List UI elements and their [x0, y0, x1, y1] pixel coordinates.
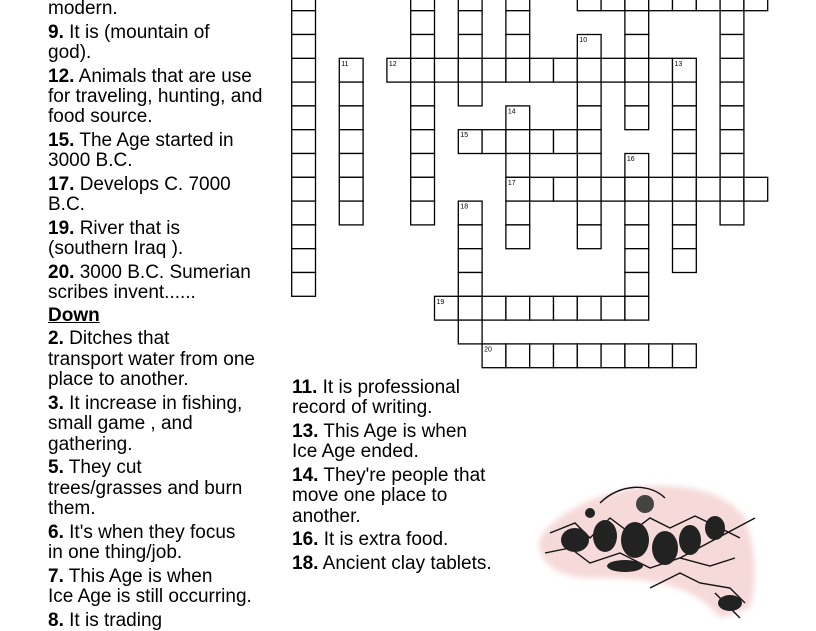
grid-cell[interactable]	[506, 344, 530, 368]
clue-item	[292, 554, 532, 574]
clue-text: It increase in fishing,	[69, 392, 243, 414]
clue-text: They cut	[68, 457, 142, 479]
grid-cell[interactable]	[625, 273, 649, 297]
grid-cell[interactable]	[744, 0, 768, 11]
grid-cell[interactable]	[625, 296, 649, 320]
grid-cell[interactable]	[625, 106, 649, 130]
clue-text: (southern Iraq ).	[48, 238, 184, 260]
clue-line	[48, 394, 288, 414]
grid-cell[interactable]	[292, 201, 316, 225]
grid-cell[interactable]	[577, 177, 601, 201]
clue-line	[292, 530, 532, 550]
clue-number: 8.	[48, 609, 64, 631]
clue-text: It is (mountain of	[69, 21, 210, 43]
clue-number: 2.	[48, 328, 64, 350]
grid-cell[interactable]	[339, 130, 363, 154]
clue-text: Ditches that	[69, 328, 170, 350]
clue-number: 7.	[48, 565, 64, 587]
clue-line	[292, 378, 532, 398]
grid-cell[interactable]	[744, 177, 768, 201]
clue-line	[292, 398, 532, 418]
grid-cell[interactable]	[292, 177, 316, 201]
grid-cell[interactable]	[554, 58, 578, 82]
grid-cell[interactable]	[554, 177, 578, 201]
grid-cell[interactable]	[577, 154, 601, 178]
grid-cell[interactable]	[554, 296, 578, 320]
grid-cell[interactable]	[577, 225, 601, 249]
grid-cell[interactable]	[411, 201, 435, 225]
clue-text: This Age is when	[323, 421, 467, 442]
clue-item	[292, 422, 532, 463]
grid-cell[interactable]	[673, 130, 697, 154]
grid-cell[interactable]	[506, 225, 530, 249]
clue-text: gathering.	[48, 433, 133, 455]
clue-text: Ice Age is still occurring.	[48, 586, 252, 608]
clue-item	[292, 530, 532, 550]
clue-item	[48, 523, 288, 564]
grid-cell[interactable]	[577, 58, 601, 82]
grid-cell[interactable]	[601, 296, 625, 320]
grid-cell[interactable]	[530, 177, 554, 201]
grid-cell[interactable]	[673, 0, 697, 11]
grid-cell[interactable]	[577, 82, 601, 106]
grid-cell[interactable]	[601, 58, 625, 82]
clue-line	[48, 523, 288, 543]
grid-cell[interactable]	[720, 106, 744, 130]
clue-text: Develops C. 7000	[79, 174, 231, 195]
clue-text: Ancient clay tablets.	[322, 553, 492, 574]
clue-number: 6.	[48, 521, 64, 543]
down-clues-right	[292, 378, 532, 574]
clue-line	[48, 458, 288, 478]
clue-line	[48, 479, 288, 499]
grid-cell[interactable]	[577, 296, 601, 320]
grid-cell[interactable]	[673, 154, 697, 178]
grid-cell[interactable]	[720, 130, 744, 154]
grid-cell[interactable]	[292, 130, 316, 154]
grid-cell[interactable]	[601, 0, 625, 11]
clue-number: 16.	[292, 529, 319, 551]
grid-cell[interactable]	[292, 58, 316, 82]
grid-cell[interactable]	[458, 0, 482, 11]
grid-cell[interactable]	[530, 130, 554, 154]
grid-cell[interactable]	[720, 35, 744, 59]
grid-cell[interactable]	[625, 344, 649, 368]
clue-number: 18.	[292, 553, 319, 574]
grid-cell[interactable]	[458, 249, 482, 273]
clue-line	[292, 466, 532, 486]
clue-text: It's when they focus	[69, 521, 236, 543]
grid-cell[interactable]	[625, 58, 649, 82]
grid-cell[interactable]	[506, 58, 530, 82]
grid-number: 14	[507, 108, 516, 116]
clue-text: They're people that	[323, 465, 486, 486]
grid-cell[interactable]	[625, 249, 649, 273]
grid-cell[interactable]	[339, 177, 363, 201]
grid-cell[interactable]	[506, 35, 530, 59]
clue-text: move one place to	[292, 485, 448, 507]
clue-number: 19.	[48, 218, 75, 239]
grid-cell[interactable]	[625, 201, 649, 225]
grid-cell[interactable]	[292, 106, 316, 130]
grid-cell[interactable]	[458, 296, 482, 320]
grid-number: 17	[507, 179, 516, 187]
grid-cell[interactable]	[601, 344, 625, 368]
clue-text: Ice Age ended.	[292, 441, 419, 463]
grid-cell[interactable]	[292, 154, 316, 178]
grid-cell[interactable]	[720, 11, 744, 35]
grid-cell[interactable]	[649, 177, 673, 201]
grid-cell[interactable]	[339, 106, 363, 130]
clue-line	[48, 611, 288, 631]
grid-cell[interactable]	[506, 201, 530, 225]
grid-cell[interactable]	[458, 35, 482, 59]
grid-cell[interactable]	[673, 225, 697, 249]
grid-cell[interactable]	[292, 82, 316, 106]
clue-number: 14.	[292, 465, 319, 486]
grid-cell[interactable]	[673, 249, 697, 273]
grid-cell[interactable]	[577, 201, 601, 225]
clue-line	[48, 587, 288, 607]
clue-text: them.	[48, 498, 96, 520]
grid-cell[interactable]	[649, 344, 673, 368]
clue-text: in one thing/job.	[48, 542, 183, 564]
grid-cell[interactable]	[506, 11, 530, 35]
clue-text: modern.	[48, 0, 118, 19]
clue-line	[292, 422, 532, 442]
grid-cell[interactable]	[292, 225, 316, 249]
clue-line	[48, 543, 288, 563]
grid-cell[interactable]	[601, 177, 625, 201]
clue-text: It is trading	[69, 609, 163, 631]
grid-cell[interactable]	[625, 35, 649, 59]
clue-text: The Age started in	[79, 130, 234, 151]
grid-cell[interactable]	[458, 82, 482, 106]
grid-number: 18	[460, 203, 469, 211]
clue-text: B.C.	[48, 194, 85, 216]
clue-text: scribes invent......	[48, 282, 196, 304]
clue-number: 12.	[48, 65, 75, 87]
clue-text: Animals that are use	[78, 65, 252, 87]
clue-item	[48, 567, 288, 608]
grid-cell[interactable]	[673, 201, 697, 225]
clue-text: food source.	[48, 106, 153, 128]
grid-cell[interactable]	[720, 154, 744, 178]
clue-number: 15.	[48, 130, 75, 151]
grid-cell[interactable]	[411, 154, 435, 178]
grid-number: 11	[341, 60, 349, 68]
clue-text: River that is	[79, 218, 181, 239]
grid-cell[interactable]	[292, 11, 316, 35]
clue-text: transport water from one	[48, 348, 255, 370]
clue-text: 3000 B.C. Sumerian	[79, 262, 251, 283]
grid-cell[interactable]	[482, 130, 506, 154]
clue-number: 3.	[48, 392, 64, 414]
grid-cell[interactable]	[482, 296, 506, 320]
clue-item	[48, 458, 288, 519]
clue-text: place to another.	[48, 369, 189, 391]
grid-cell[interactable]	[673, 177, 697, 201]
clue-line	[292, 486, 532, 506]
grid-cell[interactable]	[577, 0, 601, 11]
ancient-battle-illustration-icon	[530, 478, 770, 620]
grid-cell[interactable]	[696, 0, 720, 11]
grid-cell[interactable]	[411, 177, 435, 201]
grid-cell[interactable]	[411, 11, 435, 35]
clue-line	[292, 442, 532, 462]
clue-text: god).	[48, 42, 92, 63]
grid-cell[interactable]	[458, 225, 482, 249]
grid-cell[interactable]	[530, 296, 554, 320]
grid-number: 19	[436, 298, 445, 306]
grid-cell[interactable]	[554, 130, 578, 154]
grid-cell[interactable]	[673, 106, 697, 130]
clue-text: for traveling, hunting, and	[48, 86, 263, 107]
grid-cell[interactable]	[720, 177, 744, 201]
grid-cell[interactable]	[625, 11, 649, 35]
clue-line	[48, 414, 288, 434]
grid-cell[interactable]	[411, 106, 435, 130]
grid-cell[interactable]	[649, 58, 673, 82]
clue-text: This Age is when	[68, 565, 213, 587]
clue-item	[292, 378, 532, 419]
grid-cell[interactable]	[625, 82, 649, 106]
clue-text: trees/grasses and burn	[48, 477, 243, 499]
grid-cell[interactable]	[720, 201, 744, 225]
grid-cell[interactable]	[411, 58, 435, 82]
grid-cell[interactable]	[673, 344, 697, 368]
grid-cell[interactable]	[339, 201, 363, 225]
grid-cell[interactable]	[577, 106, 601, 130]
grid-cell[interactable]	[292, 273, 316, 297]
clue-text: It is extra food.	[323, 529, 449, 551]
grid-cell[interactable]	[458, 273, 482, 297]
grid-cell[interactable]	[292, 0, 316, 11]
grid-cell[interactable]	[411, 130, 435, 154]
grid-cell[interactable]	[411, 35, 435, 59]
clue-line	[292, 507, 532, 527]
clue-item	[48, 611, 288, 631]
clue-text: small game , and	[48, 413, 193, 435]
grid-cell[interactable]	[411, 0, 435, 11]
clue-number: 13.	[292, 421, 319, 442]
grid-cell[interactable]	[673, 82, 697, 106]
grid-cell[interactable]	[506, 296, 530, 320]
clue-item	[292, 466, 532, 527]
clue-number: 9.	[48, 21, 64, 43]
clue-item	[48, 394, 288, 455]
grid-cell[interactable]	[435, 58, 459, 82]
grid-cell[interactable]	[411, 82, 435, 106]
clue-number: 20.	[48, 262, 75, 283]
grid-cell[interactable]	[292, 35, 316, 59]
grid-cell[interactable]	[625, 177, 649, 201]
grid-cell[interactable]	[458, 11, 482, 35]
grid-number: 20	[484, 346, 492, 354]
grid-number: 10	[579, 37, 588, 44]
clue-line	[292, 554, 532, 574]
grid-cell[interactable]	[554, 344, 578, 368]
grid-cell[interactable]	[720, 82, 744, 106]
grid-number: 16	[626, 156, 635, 163]
grid-cell[interactable]	[482, 58, 506, 82]
clue-text: another.	[292, 505, 361, 527]
grid-number: 15	[460, 132, 469, 140]
clue-number: 5.	[48, 457, 64, 479]
grid-cell[interactable]	[506, 154, 530, 178]
down-heading: Down	[48, 304, 100, 326]
grid-cell[interactable]	[292, 249, 316, 273]
grid-cell[interactable]	[577, 130, 601, 154]
clue-text: record of writing.	[292, 397, 433, 419]
grid-cell[interactable]	[625, 0, 649, 11]
clue-number: 11.	[292, 377, 318, 398]
grid-cell[interactable]	[339, 82, 363, 106]
grid-cell[interactable]	[506, 130, 530, 154]
grid-cell[interactable]	[577, 344, 601, 368]
clue-text: 3000 B.C.	[48, 150, 133, 172]
grid-cell[interactable]	[625, 225, 649, 249]
grid-cell[interactable]	[530, 58, 554, 82]
grid-cell[interactable]	[696, 177, 720, 201]
clue-line	[48, 567, 288, 587]
grid-cell[interactable]	[720, 0, 744, 11]
clue-number: 17.	[48, 174, 75, 195]
clue-text: It is professional	[322, 377, 460, 398]
grid-number: 13	[674, 60, 683, 68]
clue-line	[48, 499, 288, 519]
grid-cell[interactable]	[458, 58, 482, 82]
clue-line	[48, 435, 288, 455]
grid-number: 12	[388, 60, 397, 68]
grid-cell[interactable]	[339, 154, 363, 178]
grid-cell[interactable]	[530, 344, 554, 368]
grid-cell[interactable]	[458, 320, 482, 344]
grid-cell[interactable]	[506, 0, 530, 11]
grid-cell[interactable]	[649, 0, 673, 11]
grid-cell[interactable]	[720, 58, 744, 82]
